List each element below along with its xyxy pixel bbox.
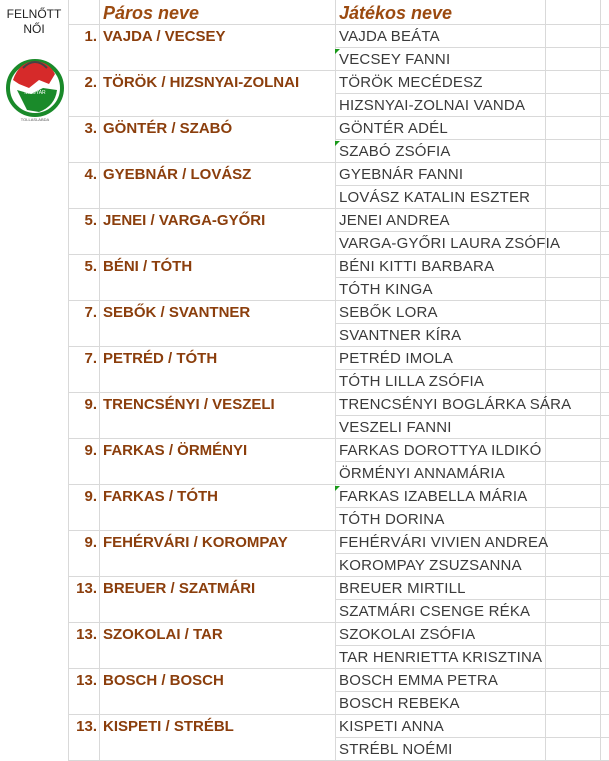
row-divider: [68, 438, 609, 439]
player-name-cell[interactable]: GYEBNÁR FANNI: [339, 166, 464, 183]
player-name-cell[interactable]: VAJDA BEÁTA: [339, 28, 440, 45]
row-divider: [68, 162, 609, 163]
cell-comment-indicator: [335, 486, 340, 491]
player-name-cell[interactable]: TRENCSÉNYI BOGLÁRKA SÁRA: [339, 396, 572, 413]
player-name-cell[interactable]: BREUER MIRTILL: [339, 580, 466, 597]
player-name-cell[interactable]: BOSCH EMMA PETRA: [339, 672, 499, 689]
player-name-cell[interactable]: SZOKOLAI ZSÓFIA: [339, 626, 476, 643]
player-name-header: Játékos neve: [339, 3, 453, 23]
pair-name-cell[interactable]: PETRÉD / TÓTH: [103, 350, 218, 367]
table-row: [0, 462, 609, 485]
table-row: [0, 370, 609, 393]
table-row: [0, 646, 609, 669]
table-row: [0, 163, 609, 186]
row-divider: [335, 139, 609, 140]
table-row: [0, 508, 609, 531]
rank-cell[interactable]: 13.: [76, 672, 97, 689]
player-name-cell[interactable]: KISPETI ANNA: [339, 718, 444, 735]
pair-name-cell[interactable]: GÖNTÉR / SZABÓ: [103, 120, 233, 137]
row-divider: [335, 369, 609, 370]
row-divider: [68, 254, 609, 255]
row-divider: [68, 714, 609, 715]
row-divider: [68, 668, 609, 669]
table-row: [0, 416, 609, 439]
pair-name-cell[interactable]: KISPETI / STRÉBL: [103, 718, 234, 735]
table-row: [0, 301, 609, 324]
table-row: [0, 531, 609, 554]
row-divider: [68, 70, 609, 71]
row-divider: [335, 599, 609, 600]
table-row: [0, 669, 609, 692]
player-name-cell[interactable]: BÉNI KITTI BARBARA: [339, 258, 495, 275]
row-divider: [335, 415, 609, 416]
row-divider: [335, 737, 609, 738]
row-divider: [68, 208, 609, 209]
table-row: [0, 48, 609, 71]
rank-cell[interactable]: 9.: [84, 396, 97, 413]
row-divider: [68, 530, 609, 531]
table-row: [0, 117, 609, 140]
row-divider: [335, 461, 609, 462]
row-divider: [68, 622, 609, 623]
row-divider: [335, 691, 609, 692]
player-name-cell[interactable]: TÓTH LILLA ZSÓFIA: [339, 373, 485, 390]
player-name-cell[interactable]: FEHÉRVÁRI VIVIEN ANDREA: [339, 534, 549, 551]
row-divider: [335, 93, 609, 94]
table-row: [0, 600, 609, 623]
pair-name-cell[interactable]: VAJDA / VECSEY: [103, 28, 226, 45]
table-row: [0, 186, 609, 209]
player-name-cell[interactable]: GÖNTÉR ADÉL: [339, 120, 448, 137]
rank-cell[interactable]: 5.: [84, 212, 97, 229]
player-name-cell[interactable]: SZABÓ ZSÓFIA: [339, 143, 451, 160]
category-line-1: FELNŐTT: [6, 7, 62, 21]
pair-name-cell[interactable]: FEHÉRVÁRI / KOROMPAY: [103, 534, 288, 551]
pair-name-cell[interactable]: SZOKOLAI / TAR: [103, 626, 223, 643]
table-row: [0, 232, 609, 255]
player-name-cell[interactable]: KOROMPAY ZSUZSANNA: [339, 557, 522, 574]
player-name-cell[interactable]: SZATMÁRI CSENGE RÉKA: [339, 603, 531, 620]
table-row: [0, 255, 609, 278]
row-divider: [335, 277, 609, 278]
player-name-cell[interactable]: TÖRÖK MECÉDESZ: [339, 74, 483, 91]
row-divider: [68, 116, 609, 117]
table-row: [0, 71, 609, 94]
player-name-cell[interactable]: SVANTNER KÍRA: [339, 327, 462, 344]
player-name-cell[interactable]: FARKAS DOROTTYA ILDIKÓ: [339, 442, 542, 459]
rank-cell[interactable]: 9.: [84, 534, 97, 551]
pair-name-cell[interactable]: SEBŐK / SVANTNER: [103, 304, 251, 321]
cell-comment-indicator: [335, 141, 340, 146]
row-divider: [68, 300, 609, 301]
rank-cell[interactable]: 13.: [76, 580, 97, 597]
table-row: [0, 623, 609, 646]
row-divider: [68, 484, 609, 485]
pair-name-cell[interactable]: BÉNI / TÓTH: [103, 258, 193, 275]
rank-cell[interactable]: 7.: [84, 304, 97, 321]
table-row: [0, 278, 609, 301]
table-row: [0, 485, 609, 508]
row-divider: [335, 47, 609, 48]
pair-name-cell[interactable]: TRENCSÉNYI / VESZELI: [103, 396, 275, 413]
table-row: [0, 140, 609, 163]
table-row: [0, 347, 609, 370]
row-divider: [335, 507, 609, 508]
player-name-cell[interactable]: TAR HENRIETTA KRISZTINA: [339, 649, 543, 666]
cell-comment-indicator: [335, 49, 340, 54]
rank-cell[interactable]: 5.: [84, 258, 97, 275]
rank-cell[interactable]: 2.: [84, 74, 97, 91]
player-name-cell[interactable]: ÖRMÉNYI ANNAMÁRIA: [339, 465, 505, 482]
player-name-cell[interactable]: FARKAS IZABELLA MÁRIA: [339, 488, 528, 505]
rank-cell[interactable]: 4.: [84, 166, 97, 183]
table-row: [0, 577, 609, 600]
rank-cell[interactable]: 7.: [84, 350, 97, 367]
player-name-cell[interactable]: VECSEY FANNI: [339, 51, 451, 68]
row-divider: [335, 645, 609, 646]
logo-lettering: TOLLASLABDA: [20, 117, 50, 122]
player-name-cell[interactable]: VESZELI FANNI: [339, 419, 452, 436]
pair-name-cell[interactable]: TÖRÖK / HIZSNYAI-ZOLNAI: [103, 74, 300, 91]
table-row: [0, 25, 609, 48]
rank-cell[interactable]: 9.: [84, 442, 97, 459]
player-name-cell[interactable]: VARGA-GYŐRI LAURA ZSÓFIA: [339, 235, 561, 252]
row-divider: [335, 185, 609, 186]
pair-name-header: Páros neve: [103, 3, 200, 23]
row-divider: [68, 392, 609, 393]
row-divider: [335, 323, 609, 324]
player-name-cell[interactable]: PETRÉD IMOLA: [339, 350, 454, 367]
table-row: [0, 738, 609, 761]
row-divider: [68, 576, 609, 577]
rank-cell[interactable]: 1.: [84, 28, 97, 45]
player-name-cell[interactable]: HIZSNYAI-ZOLNAI VANDA: [339, 97, 526, 114]
rank-cell[interactable]: 13.: [76, 718, 97, 735]
logo-lettering: MAGYAR: [24, 90, 46, 96]
table-row: [0, 439, 609, 462]
row-divider: [335, 553, 609, 554]
row-divider: [68, 24, 609, 25]
table-row: [0, 324, 609, 347]
table-row: [0, 715, 609, 738]
player-name-cell[interactable]: STRÉBL NOÉMI: [339, 741, 453, 758]
pair-name-cell[interactable]: JENEI / VARGA-GYŐRI: [103, 212, 266, 229]
player-name-cell[interactable]: BOSCH REBEKA: [339, 695, 460, 712]
category-line-2: NŐI: [23, 22, 45, 36]
rank-cell[interactable]: 9.: [84, 488, 97, 505]
pair-name-cell[interactable]: FARKAS / TÓTH: [103, 488, 218, 505]
table-row: [0, 209, 609, 232]
player-name-cell[interactable]: TÓTH DORINA: [339, 511, 445, 528]
table-row: [0, 94, 609, 117]
player-name-cell[interactable]: TÓTH KINGA: [339, 281, 433, 298]
rank-cell[interactable]: 3.: [84, 120, 97, 137]
pair-name-cell[interactable]: GYEBNÁR / LOVÁSZ: [103, 166, 252, 183]
pair-name-cell[interactable]: FARKAS / ÖRMÉNYI: [103, 442, 248, 459]
row-divider: [68, 346, 609, 347]
table-row: [0, 393, 609, 416]
pair-name-cell[interactable]: BOSCH / BOSCH: [103, 672, 224, 689]
table-row: [0, 554, 609, 577]
rank-cell[interactable]: 13.: [76, 626, 97, 643]
pair-name-cell[interactable]: BREUER / SZATMÁRI: [103, 580, 256, 597]
table-row: [0, 692, 609, 715]
player-name-cell[interactable]: LOVÁSZ KATALIN ESZTER: [339, 189, 531, 206]
player-name-cell[interactable]: JENEI ANDREA: [339, 212, 450, 229]
row-divider: [335, 231, 609, 232]
player-name-cell[interactable]: SEBŐK LORA: [339, 304, 438, 321]
